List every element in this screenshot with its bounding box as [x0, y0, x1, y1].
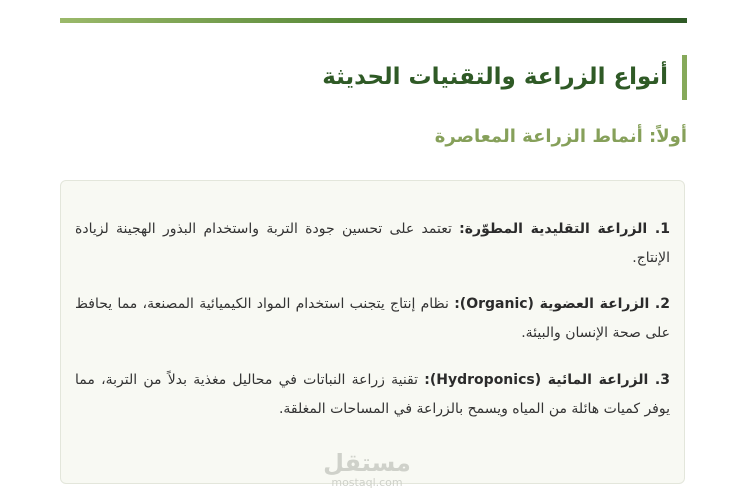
watermark-logo — [322, 449, 412, 489]
watermark-latin: mostaql.com — [331, 476, 403, 489]
list-item — [75, 366, 670, 424]
watermark-arabic: مستقل — [323, 449, 411, 477]
item-heading: 3. الزراعة المائية (Hydroponics): — [424, 372, 670, 388]
top-accent-bar — [60, 18, 687, 23]
item-heading: 2. الزراعة العضوية (Organic): — [454, 296, 670, 312]
item-text: نظام إنتاج يتجنب استخدام المواد الكيميائية المصنعة، مما يحافظ على صحة الإنسان والبيئة. — [75, 296, 670, 341]
title-block — [322, 55, 687, 100]
list-item — [75, 215, 670, 273]
item-heading: 1. الزراعة التقليدية المطوّرة: — [459, 221, 670, 237]
content-card — [60, 180, 685, 484]
item-text: تقنية زراعة النباتات في محاليل مغذية بدلاً من التربة، مما يوفر كميات هائلة من المياه ويسمح بالزراعة في المساحات المغلقة. — [75, 372, 670, 417]
page-title: أنواع الزراعة والتقنيات الحديثة — [322, 64, 668, 90]
list-item — [75, 290, 670, 348]
item-text: تعتمد على تحسين جودة التربة واستخدام البذور الهجينة لزيادة الإنتاج. — [75, 221, 670, 266]
section-subtitle: أولاً: أنماط الزراعة المعاصرة — [434, 126, 687, 147]
